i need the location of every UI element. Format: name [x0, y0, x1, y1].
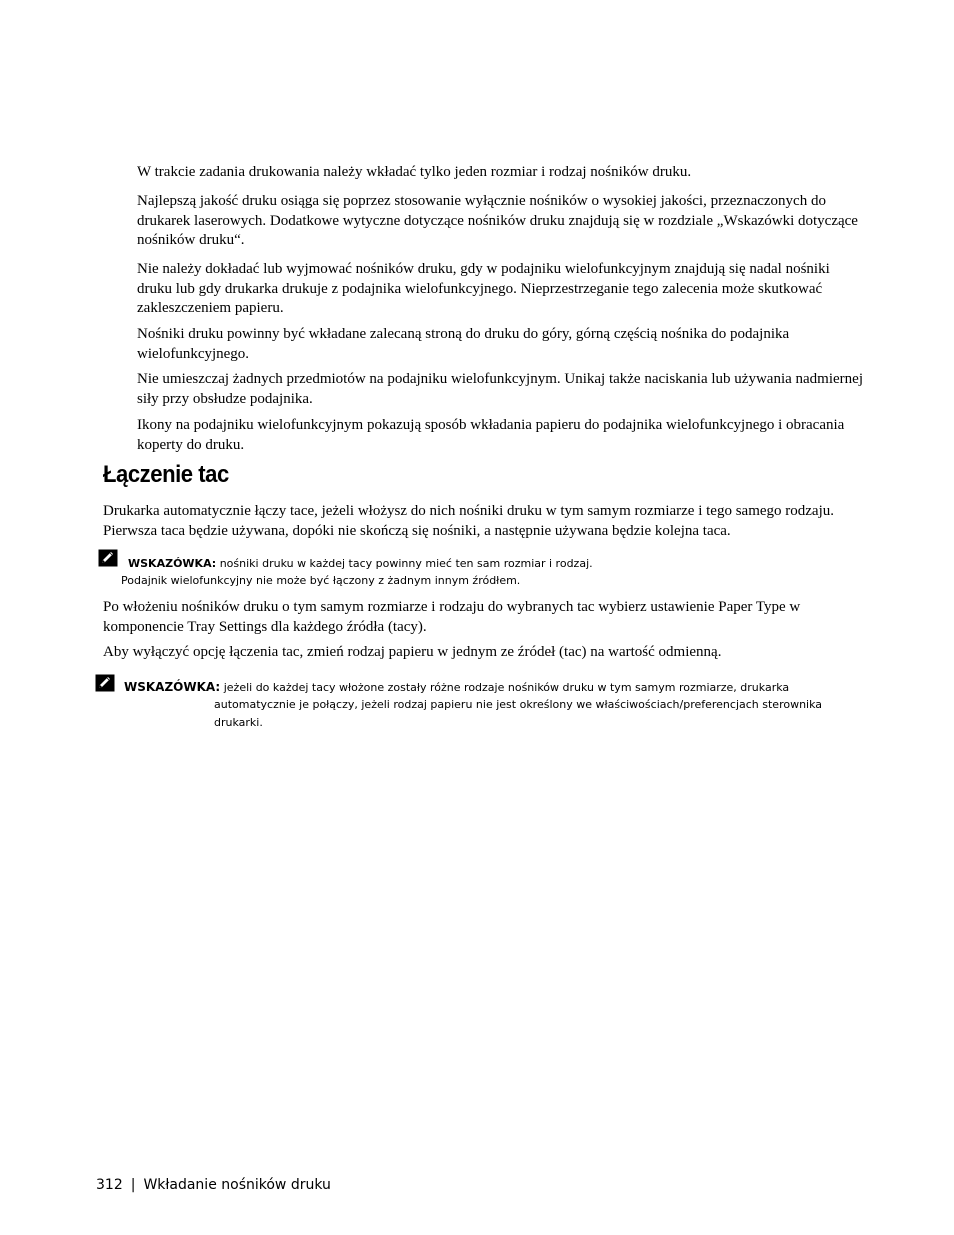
section-paragraph-paper-type: Po włożeniu nośników druku o tym samym rozmiarze i rodzaju do wybranych tac wybierz ustawienie Paper Type w komponencie Tray Settings dla każdego źródła (tacy).: [103, 599, 801, 635]
note-2-line-3: drukarki.: [214, 716, 263, 729]
note-1-label: WSKAZÓWKA:: [128, 557, 217, 570]
section-title: Łączenie tac: [103, 461, 229, 488]
note-1-line-1: [128, 555, 593, 573]
pencil-note-icon: [95, 674, 115, 692]
paragraph-no-objects: Nie umieszczaj żadnych przedmiotów na podajniku wielofunkcyjnym. Unikaj także naciskania lub używania nadmiernej siły przy obsłudze podajnika.: [137, 371, 863, 407]
note-1-line-2: Podajnik wielofunkcyjny nie może być łączony z żadnym innym źródłem.: [121, 574, 521, 587]
paragraph-quality: Najlepszą jakość druku osiąga się poprzez stosowanie wyłącznie nośników o wysokiej jakości, przeznaczonych do drukarek laserowych. Dodatkowe wytyczne dotyczące nośników druku znajdują się w rozdziale „Wskazówki dotyczące nośników druku“.: [137, 193, 858, 248]
note-2-text: jeżeli do każdej tacy włożone zostały różne rodzaje nośników druku w tym samym rozmiarze, drukarka: [223, 681, 790, 694]
paragraph-icons: Ikony na podajniku wielofunkcyjnym pokazują sposób wkładania papieru do podajnika wielofunkcyjnego i obracania koperty do druku.: [137, 417, 845, 453]
note-2-line-1: [124, 678, 789, 697]
section-intro: Drukarka automatycznie łączy tace, jeżeli włożysz do nich nośniki druku w tym samym rozmiarze i tego samego rodzaju. Pierwsza taca będzie używana, dopóki nie skończą się nośniki, a następnie używana będzie kolejna taca.: [103, 503, 834, 539]
chapter-title: Wkładanie nośników druku: [143, 1177, 331, 1193]
paragraph-no-adding: Nie należy dokładać lub wyjmować nośników druku, gdy w podajniku wielofunkcyjnym znajdują się nadal nośniki druku lub gdy drukarka drukuje z podajnika wielofunkcyjnego. Nieprzestrzeganie tego zalecenia może skutkować zakleszczeniem papieru.: [137, 261, 830, 316]
paragraph-single-size: W trakcie zadania drukowania należy wkładać tylko jeden rozmiar i rodzaj nośników druku.: [137, 164, 692, 180]
section-paragraph-disable: Aby wyłączyć opcję łączenia tac, zmień rodzaj papieru w jednym ze źródeł (tac) na wartość odmienną.: [103, 644, 722, 660]
footer-separator: |: [130, 1177, 136, 1193]
paragraph-print-side: Nośniki druku powinny być wkładane zalecaną stroną do druku do góry, górną częścią nośnika do podajnika wielofunkcyjnego.: [137, 326, 790, 362]
note-2-line-2: automatycznie je połączy, jeżeli rodzaj papieru nie jest określony we właściwościach/preferencjach sterownika: [214, 698, 823, 711]
note-2-label: WSKAZÓWKA:: [124, 680, 221, 694]
page-number: 312: [96, 1177, 123, 1193]
page-footer: [96, 1177, 331, 1193]
note-1-text: nośniki druku w każdej tacy powinny mieć ten sam rozmiar i rodzaj.: [219, 557, 593, 570]
pencil-note-icon: [98, 549, 118, 567]
